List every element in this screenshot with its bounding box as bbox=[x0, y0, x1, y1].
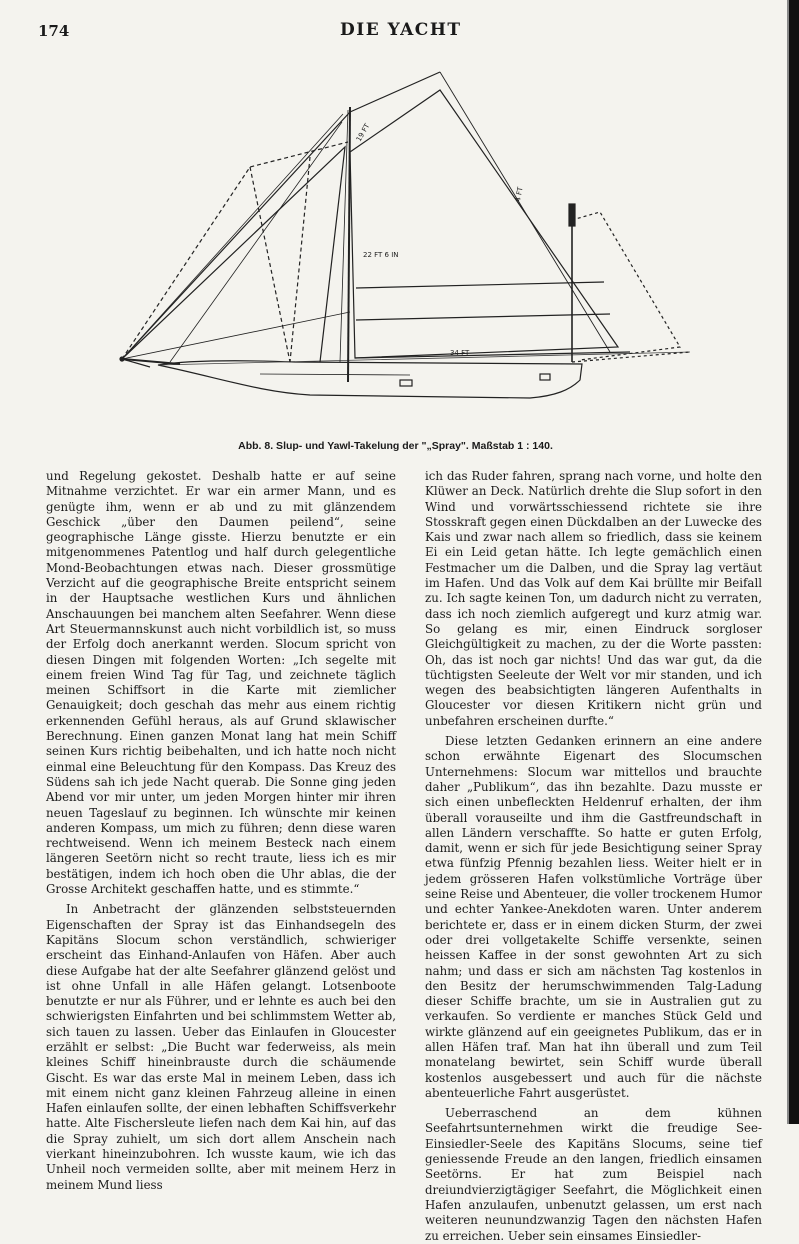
label-mast: 22 FT 6 IN bbox=[363, 251, 399, 259]
paragraph: Ueberraschend an dem kühnen Seefahrtsunternehmen wirkt die freudige See-Einsiedler-Seele des Kapitäns Slocums, seine tief geniessende Freude an den langen, friedlich einsamen Seetörns. Er hat zum Beispiel nach dreiundvierzigtägiger Seefahrt, die Möglichkeit einen Hafen anzulaufen, unbenutzt gelassen, um erst nach weiteren neunundzwanzig Tagen den nächsten Hafen zu erreichen. Ueber sein einsames Einsiedler- bbox=[425, 1106, 762, 1243]
label-jib: 19 FT bbox=[354, 122, 372, 143]
deckhouse-window-1 bbox=[540, 374, 550, 380]
running-title: DIE YACHT bbox=[340, 20, 462, 40]
right-column bbox=[425, 469, 762, 1244]
mizzen-sail bbox=[572, 212, 680, 360]
fore-stay bbox=[122, 112, 350, 359]
paragraph: Diese letzten Gedanken erinnern an eine andere schon erwähnte Eigenart des Slocumschen Unternehmens: Slocum war mittellos und brauchte daher „Publikum“, das ihn bezahlte. Dazu musste er sich einen unbefleckten Heldenruf erhalten, der ihm überall vorauseilte und ihm die Gastfreundschaft in allen Ländern verschaffte. So hatte er guten Erfolg, damit, wenn er sich für jede Besichtigung seiner Spray etwa fünfzig Pfennig bezahlen liess. Weiter hielt er in jedem grösseren Hafen volkstümliche Vorträge über seine Reise und Abenteuer, die voller trockenem Humor und echter Yankee-Anekdoten waren. Unter anderem berichtete er, dass er in einem dicken Sturm, der zwei oder drei vollgetakelte Schiffe versenkte, seinen heissen Kaffee in der sonst gewohnten Art zu sich nahm; und dass er sich am nächsten Tag kostenlos in den Besitz der herumschwimmenden Talg-Ladung dieser Schiffe brachte, um sie in Australien gut zu verkaufen. So verdiente er manches Stück Geld und wirkte glänzend auf ein geeignetes Publikum, das er in allen Häfen traf. Man hat ihn überall und zum Teil monatelang bewirtet, sein Schiff wurde überall kostenlos ausgebessert und auch für die nächste abenteuerliche Fahrt ausgerüstet. bbox=[425, 734, 762, 1100]
reef-line-1 bbox=[356, 282, 604, 288]
figure-caption: Abb. 8. Slup- und Yawl-Takelung der "„Spray". Maßstab 1 : 140. bbox=[238, 440, 553, 452]
main-mast bbox=[348, 107, 350, 382]
paragraph: und Regelung gekostet. Deshalb hatte er auf seine Mitnahme verzichtet. Er war ein armer Mann, und es genügte ihm, wenn er ab und zu mit glänzendem Geschick „über den Daumen peilend“, seine geographische Länge gisste. Hierzu benutzte er ein mitgenommenes Patentlog und half durch gelegentliche Mond-Beobachtungen etwas nach. Dieser grossmütige Verzicht auf die geographische Breite entspricht seinem in der Hauptsache westlichen Kurs und ähnlichen Anschauungen bei manchem alten Seefahrer. Wenn diese Art Steuermannskunst auch nicht vorbildlich ist, so muss der Erfolg doch anerkannt werden. Slocum spricht von diesen Dingen mit folgenden Worten: „Ich segelte mit einem freien Wind Tag für Tag, und zeichnete täglich meinen Schiffsort in die Karte mit ziemlicher Genauigkeit; doch geschah das mehr aus einem richtig erkennenden Gefühl heraus, als auf Grund sklawischer Berechnung. Einen ganzen Monat lang hat mein Schiff seinen Kurs richtig beibehalten, und ich hatte noch nicht einmal eine Beleuchtung für den Kompass. Das Kreuz des Südens sah ich jede Nacht querab. Die Sonne ging jeden Abend vor mir unter, um jeden Morgen hinter mir ihren neuen Tageslauf zu beginnen. Ich wünschte mir keinen anderen Kompass, um mich zu führen; denn diese waren rechtweisend. Wenn ich meinem Besteck nach einem längeren Seetörn nicht so recht traute, liess ich es mir bestätigen, indem ich hoch oben die Uhr ablas, die der Grosse Architekt geschaffen hatte, und es stimmte.“ bbox=[46, 469, 396, 897]
label-boom: 34 FT bbox=[450, 349, 470, 357]
scan-edge bbox=[789, 0, 799, 1124]
page-number: 174 bbox=[38, 22, 70, 40]
hull bbox=[158, 361, 582, 398]
paragraph: ich das Ruder fahren, sprang nach vorne, und holte den Klüwer an Deck. Natürlich drehte die Slup sofort in den Wind und vorwärtsschiessend richtete sie ihre Stosskraft gegen einen Dückdalben an der Luwecke des Kais und zwar nach allem so friedlich, dass sie keinem Ei ein Leid getan hätte. Ich legte gemächlich einen Festmacher um die Dalben, und die Spray lag vertäut im Hafen. Und das Volk auf dem Kai brüllte mir Beifall zu. Ich sagte keinen Ton, um dadurch nicht zu verraten, dass ich noch ziemlich aufgeregt und kurz atmig war. So gelang es mir, einen Eindruck sorgloser Gleichgültigkeit zu machen, zu der die Worte passten: Oh, das ist noch gar nichts! Und das war gut, da die tüchtigsten Seeleute der Welt vor mir standen, und ich wegen des beabsichtigten längeren Aufenthalts in Gloucester vor diesen Kritikern nicht grün und unbefahren erscheinen durfte.“ bbox=[425, 469, 762, 728]
jib bbox=[122, 147, 345, 362]
label-main-gaff: 4 FT bbox=[514, 186, 525, 203]
mainsail bbox=[350, 90, 618, 358]
left-column bbox=[46, 469, 396, 1193]
mizzen-top bbox=[569, 204, 575, 226]
paragraph: In Anbetracht der glänzenden selbststeuernden Eigenschaften der Spray ist das Einhandsegeln des Kapitäns Slocum schon verständlich, schwieriger erscheint das Einhand-Anlaufen von Häfen. Aber auch diese Aufgabe hat der alte Seefahrer glänzend gelöst und ist ohne Unfall in alle Häfen gelangt. Lotsenboote benutzte er nur als Führer, und er lehnte es auch bei den schwierigsten Einfahrten und bei schlimmstem Wetter ab, sich tauen zu lassen. Ueber das Einlaufen in Gloucester erzählt er selbst: „Die Bucht war federweiss, als mein kleines Schiff hineinbrauste durch die schäumende Gischt. Es war das erste Mal in meinem Leben, dass ich mit einem nicht ganz kleinen Fahrzeug alleine in einen Hafen einlaufen sollte, der einen lebhaften Schiffsverkehr hatte. Alte Fischersleute liefen nach dem Kai hin, auf das die Spray zuhielt, um sich dort allem Anschein nach vierkant hineinzubohren. Ich wusste kaum, wie ich das Unheil noch vermeiden sollte, aber mit meinem Herz in meinem Mund liess bbox=[46, 902, 396, 1192]
sail-plan-figure bbox=[110, 62, 690, 432]
scan-edge-shadow bbox=[787, 0, 789, 1124]
topmast-stay bbox=[350, 72, 440, 112]
deckhouse-window-2 bbox=[400, 380, 412, 386]
